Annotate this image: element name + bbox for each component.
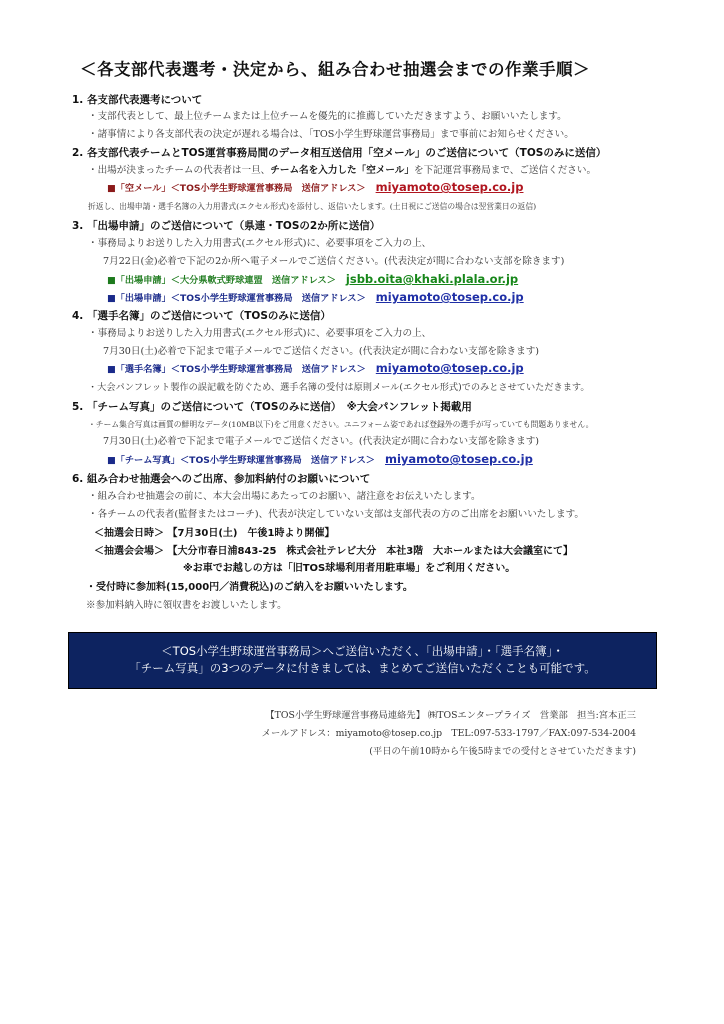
email-link[interactable]: miyamoto@tosep.co.jp xyxy=(375,180,524,194)
email-link[interactable]: jsbb.oita@khaki.plala.or.jp xyxy=(345,272,519,286)
emphasis: チーム名を入力した「空メール」 xyxy=(270,165,414,176)
section-4-heading: 4. 「選手名簿」のご送信について（TOSのみに送信） xyxy=(72,310,331,322)
lottery-venue: ＜抽選会会場＞ 【大分市春日浦843-25 株式会社テレビ大分 本社3階 大ホールまたは大会議室にて】 xyxy=(94,546,573,557)
section-3-deadline: 7月22日(金)必着で下記の2か所へ電子メールでご送信ください。(代表決定が間に合わない支部を除きます) xyxy=(103,256,565,267)
section-3-heading: 3. 「出場申請」のご送信について（県連・TOSの2か所に送信） xyxy=(72,220,381,232)
address-line-empty-mail xyxy=(107,182,523,194)
fee-note: ・受付時に参加料(15,000円／消費税込)のご納入をお願いいたします。 xyxy=(86,582,413,593)
address-label: ■「出場申請」＜TOS小学生野球運営事務局 送信アドレス＞ xyxy=(107,293,366,304)
section-1-bullet: ・諸事情により各支部代表の決定が遅れる場合は、「TOS小学生野球運営事務局」まで事前にお知らせください。 xyxy=(88,129,574,140)
notice-line: 「チーム写真」の3つのデータに付きましては、まとめてご送信いただくことも可能です。 xyxy=(129,661,596,675)
address-line-roster xyxy=(107,363,524,375)
address-label: ■「チーム写真」＜TOS小学生野球運営事務局 送信アドレス＞ xyxy=(107,455,375,466)
section-6-bullet: ・組み合わせ抽選会の前に、本大会出場にあたってのお願い、諸注意をお伝えいたします。 xyxy=(88,491,481,502)
section-4-bullet: ・大会パンフレット製作の誤記載を防ぐため、選手名簿の受付は原則メール(エクセル形式)でのみとさせていただきます。 xyxy=(88,382,590,393)
parking-note: ※お車でお越しの方は「旧TOS球場利用者用駐車場」をご利用ください。 xyxy=(183,563,516,574)
receipt-note: ※参加料納入時に領収書をお渡しいたします。 xyxy=(86,600,287,611)
address-label: ■「選手名簿」＜TOS小学生野球運営事務局 送信アドレス＞ xyxy=(107,364,366,375)
section-1-bullet: ・支部代表として、最上位チームまたは上位チームを優先的に推薦していただきますよう、お願いいたします。 xyxy=(88,111,567,122)
section-5-heading: 5. 「チーム写真」のご送信について（TOSのみに送信） ※大会パンフレット掲載用 xyxy=(72,401,472,413)
section-5-bullet: ・チーム集合写真は画質の鮮明なデータ(10MB以下)をご用意ください。ユニフォーム姿であれば登録外の選手が写っていても問題ありません。 xyxy=(88,420,594,429)
section-4-bullet: ・事務局よりお送りした入力用書式(エクセル形式)に、必要事項をご入力の上、 xyxy=(88,328,432,339)
footer-email-phone: メールアドレス：miyamoto@tosep.co.jp TEL:097-533-1797／FAX:097-534-2004 xyxy=(261,728,636,739)
section-3-bullet: ・事務局よりお送りした入力用書式(エクセル形式)に、必要事項をご入力の上、 xyxy=(88,238,432,249)
address-line-photo xyxy=(107,454,533,466)
email-link[interactable]: miyamoto@tosep.co.jp xyxy=(375,290,524,304)
lottery-date: ＜抽選会日時＞ 【7月30日(土) 午後1時より開催】 xyxy=(94,528,335,539)
section-2-heading: 2. 各支部代表チームとTOS運営事務局間のデータ相互送信用「空メール」のご送信について（TOSのみに送信） xyxy=(72,147,607,159)
section-2-note: 折返し、出場申請・選手名簿の入力用書式(エクセル形式)を添付し、返信いたします。(土日祝にご送信の場合は翌営業日の返信) xyxy=(88,202,537,211)
address-label: ■「空メール」＜TOS小学生野球運営事務局 送信アドレス＞ xyxy=(107,183,366,194)
notice-box xyxy=(68,632,657,689)
section-6-heading: 6. 組み合わせ抽選会へのご出席、参加料納付のお願いについて xyxy=(72,473,371,485)
section-6-bullet: ・各チームの代表者(監督またはコーチ)、代表が決定していない支部は支部代表の方のご出席をお願いいたします。 xyxy=(88,509,584,520)
text: を下記運営事務局まで、ご送信ください。 xyxy=(414,165,597,176)
address-line-tos xyxy=(107,292,524,304)
footer-hours: (平日の午前10時から午後5時までの受付とさせていただきます) xyxy=(369,746,636,757)
footer-contact: 【TOS小学生野球運営事務局連絡先】 ㈱TOSエンタープライズ 営業部 担当:宮本正三 xyxy=(265,710,636,721)
page-title: ＜各支部代表選考・決定から、組み合わせ抽選会までの作業手順＞ xyxy=(80,60,590,79)
section-2-bullet xyxy=(88,166,596,176)
section-5-deadline: 7月30日(土)必着で下記まで電子メールでご送信ください。(代表決定が間に合わない支部を除きます) xyxy=(103,436,540,447)
notice-line: ＜TOS小学生野球運営事務局＞へご送信いただく、「出場申請」・「選手名簿」・ xyxy=(161,644,564,658)
address-label: ■「出場申請」＜大分県軟式野球連盟 送信アドレス＞ xyxy=(107,275,336,286)
text: ・出場が決まったチームの代表者は一旦、 xyxy=(88,165,271,176)
email-link[interactable]: miyamoto@tosep.co.jp xyxy=(375,361,524,375)
section-1-heading: 1. 各支部代表選考について xyxy=(72,94,203,106)
address-line-prefecture xyxy=(107,274,518,286)
section-4-deadline: 7月30日(土)必着で下記まで電子メールでご送信ください。(代表決定が間に合わない支部を除きます) xyxy=(103,346,540,357)
email-link[interactable]: miyamoto@tosep.co.jp xyxy=(384,452,533,466)
